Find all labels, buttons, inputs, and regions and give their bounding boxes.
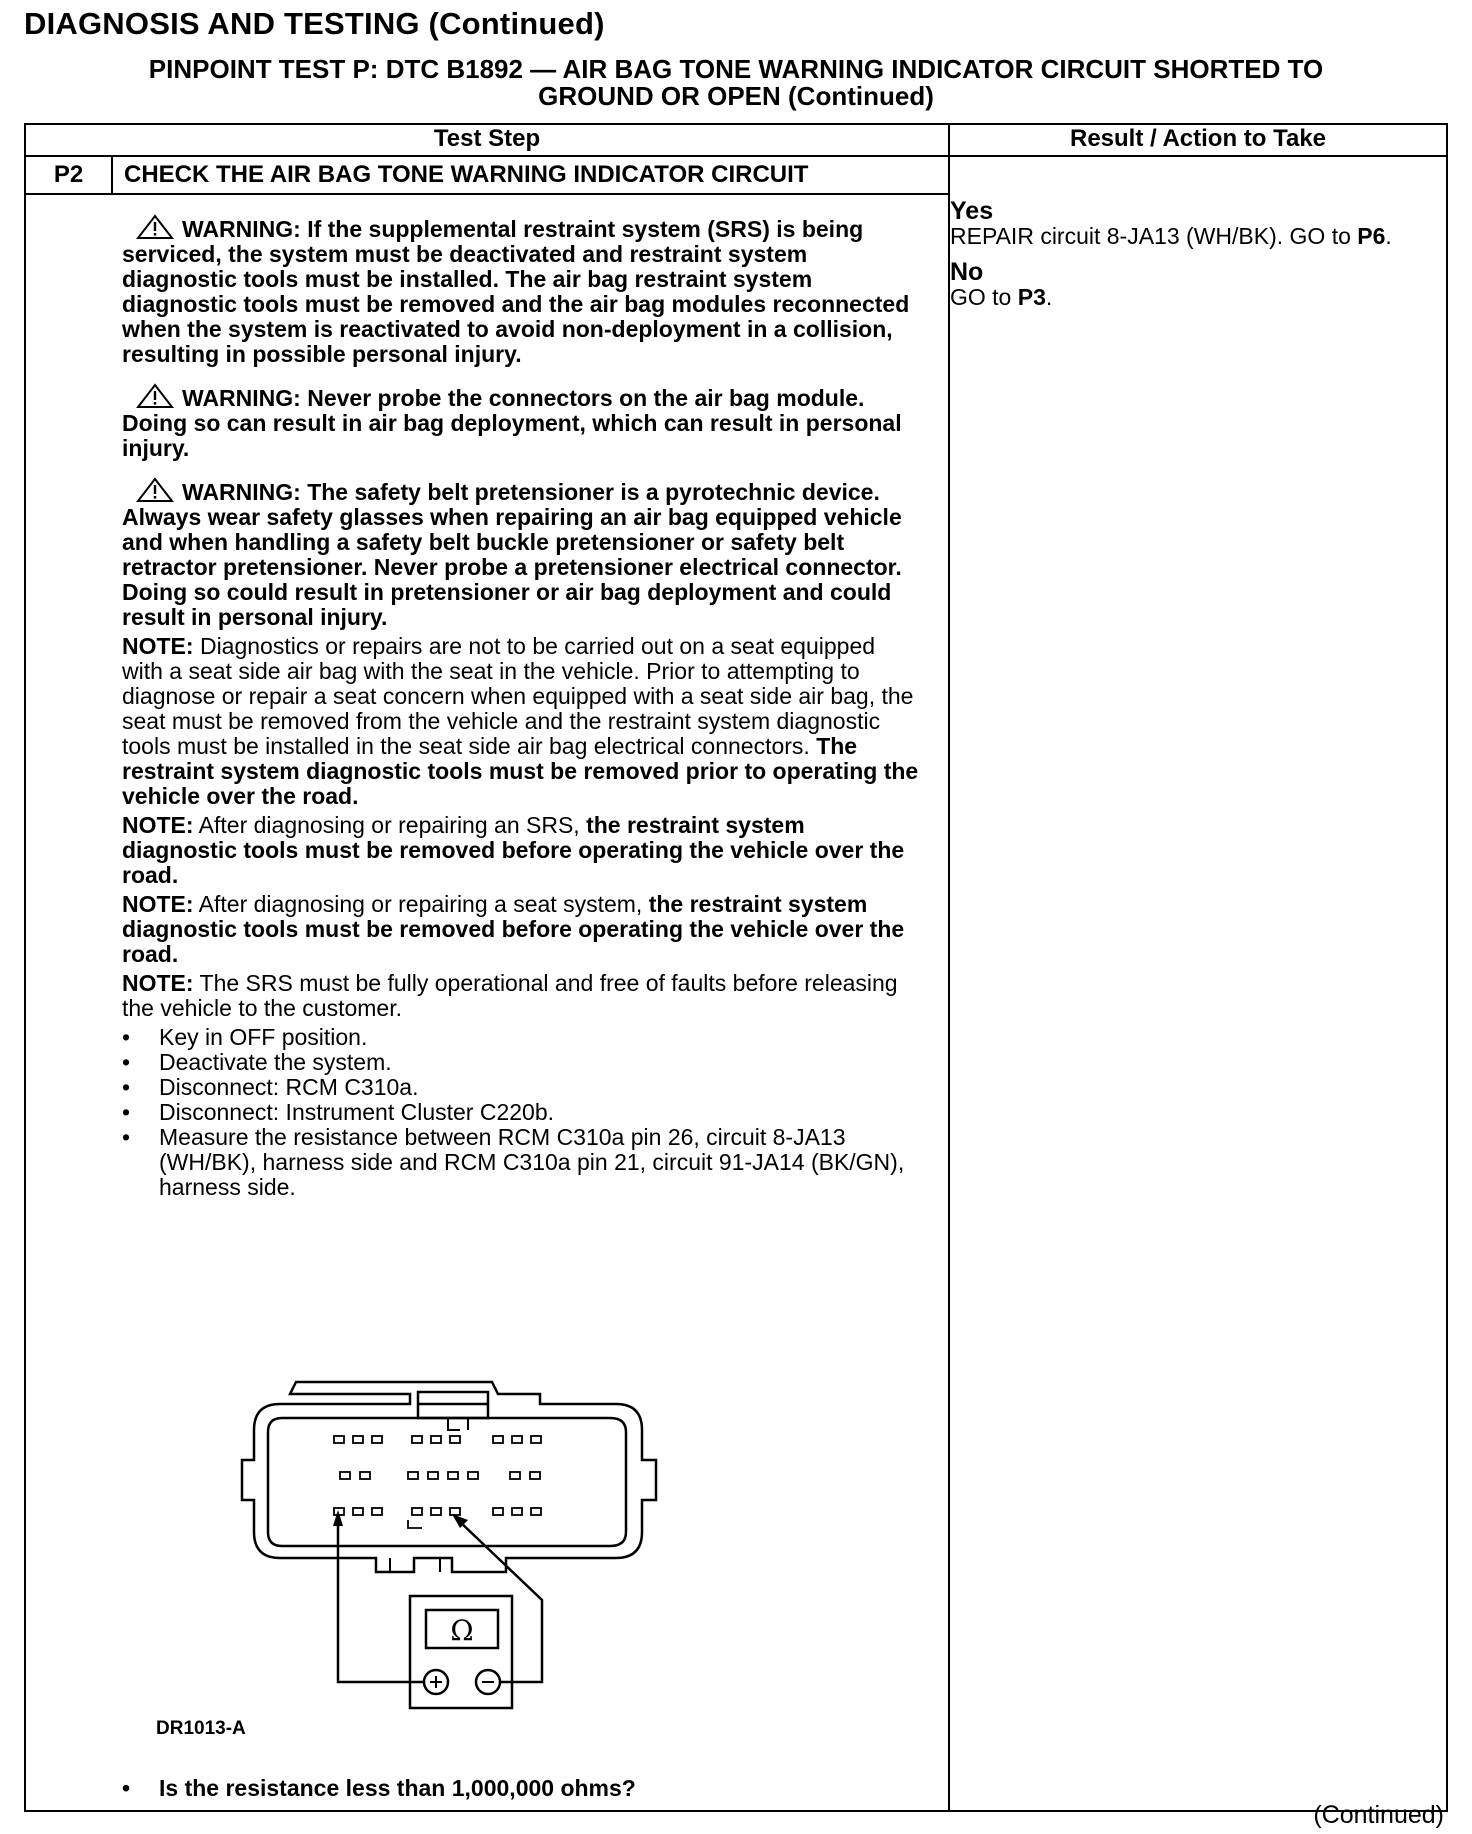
ohm-symbol: Ω [450,1614,474,1647]
column-header-result: Result / Action to Take [1069,125,1327,152]
result-no-action: GO to P3. [950,284,1053,310]
procedure-list [122,1025,922,1200]
step-id-divider [111,155,113,193]
note-after-seat-system: NOTE: After diagnosing or repairing a seat system, the restraint system diagnostic tools must be removed before operating the vehicle over the road. [122,891,905,967]
ohmmeter [410,1596,512,1708]
test-step-body [122,214,922,1200]
list-item: • Deactivate the system. [122,1050,922,1075]
warning-pretensioner: WARNING: The safety belt pretensioner is a pyrotechnic device. Always wear safety glasses when repairing an air bag equipped vehicle and when handling a safety belt buckle pretensioner or safety belt retractor pretensioner. Never probe a pretensioner electrical connector. Doing so could result in pretensioner or air bag deployment and could result in personal injury. [122,479,902,630]
result-column [950,196,1410,320]
question: • Is the resistance less than 1,000,000 ohms? [122,1776,922,1801]
result-yes-label: Yes [950,197,994,225]
pinpoint-test-title [40,56,1432,110]
warning-triangle-icon [136,383,174,409]
continued-footer: (Continued) [1313,1801,1444,1829]
pinpoint-test-title-line1: PINPOINT TEST P: DTC B1892 — AIR BAG TONE WARNING INDICATOR CIRCUIT SHORTED TO [148,54,1324,84]
warning-srs: WARNING: If the supplemental restraint system (SRS) is being serviced, the system must be deactivated and restraint system diagnostic tools must be installed. The air bag restraint system diagnostic tools must be removed and the air bag modules reconnected when the system is reactivated to avoid non-deployment in a collision, resulting in possible personal injury. [122,216,910,367]
note-after-srs: NOTE: After diagnosing or repairing an SRS, the restraint system diagnostic tools must be removed before operating the vehicle over the road. [122,812,905,888]
column-header-test-step: Test Step [433,125,541,152]
step-title: CHECK THE AIR BAG TONE WARNING INDICATOR CIRCUIT [124,161,809,188]
connector-pins [334,1436,541,1528]
step-id: P2 [53,161,84,188]
warning-triangle-icon [136,214,174,240]
step-title-divider [24,193,948,195]
pinpoint-test-title-line2: GROUND OR OPEN (Continued) [538,81,934,111]
result-yes-action: REPAIR circuit 8-JA13 (WH/BK). GO to P6. [950,223,1392,249]
note-seat-side-air-bag: NOTE: Diagnostics or repairs are not to be carried out on a seat equipped with a seat side air bag with the seat in the vehicle. Prior to attempting to diagnose or repair a seat concern when equipped with a seat side air bag, the seat must be removed from the vehicle and the restraint system diagnostic tools must be installed in the seat side air bag electrical connectors. The restraint system diagnostic tools must be removed prior to operating the vehicle over the road. [122,633,919,809]
warning-triangle-icon [136,477,174,503]
warning-probe-connectors: WARNING: Never probe the connectors on the air bag module. Doing so can result in air bag deployment, which can result in personal injury. [122,385,902,461]
list-item: • Measure the resistance between RCM C310a pin 26, circuit 8-JA13 (WH/BK), harness side and RCM C310a pin 21, circuit 91-JA14 (BK/GN), harness side. [122,1125,922,1200]
page-heading: DIAGNOSIS AND TESTING (Continued) [24,6,605,41]
figure-label: DR1013-A [156,1718,246,1739]
list-item: • Disconnect: Instrument Cluster C220b. [122,1100,922,1125]
header-divider [24,155,1448,157]
connector-ohmmeter-diagram [150,1360,690,1710]
result-no-label: No [950,258,984,286]
list-item: • Key in OFF position. [122,1025,922,1050]
connector-body [242,1382,656,1572]
column-divider [948,123,950,1812]
note-srs-operational: NOTE: The SRS must be fully operational and free of faults before releasing the vehicle to the customer. [122,970,898,1021]
list-item: • Disconnect: RCM C310a. [122,1075,922,1100]
